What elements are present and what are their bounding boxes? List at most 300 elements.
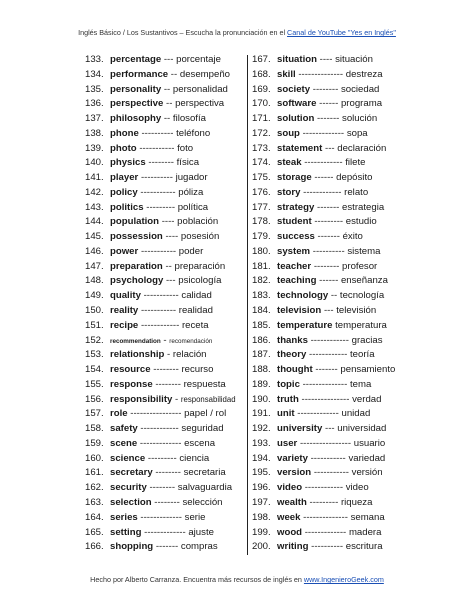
- vocab-row: [85, 68, 245, 83]
- vocab-row: [85, 186, 245, 201]
- vocab-dash: ---------: [146, 201, 176, 213]
- vocab-word: theory: [277, 349, 307, 361]
- vocab-row: [252, 171, 412, 186]
- vocab-number: 144.: [85, 216, 104, 228]
- vocab-row: [252, 496, 412, 511]
- vocab-dash: ---------: [147, 452, 177, 464]
- vocab-dash: --------------: [302, 378, 348, 390]
- vocab-number: 152.: [85, 334, 104, 346]
- vocab-number: 162.: [85, 482, 104, 494]
- vocab-translation: calidad: [181, 290, 212, 302]
- vocab-translation: pensamiento: [340, 364, 396, 376]
- vocab-dash: --: [166, 98, 173, 110]
- vocab-translation: filosofía: [172, 113, 206, 125]
- vocab-dash: ----------------: [299, 437, 352, 449]
- vocab-number: 140.: [85, 157, 104, 169]
- vocab-translation: temperatura: [335, 319, 387, 331]
- page-header: [0, 28, 474, 37]
- vocab-row: [85, 274, 245, 289]
- vocab-number: 172.: [252, 127, 271, 139]
- vocab-row: [85, 422, 245, 437]
- vocab-word: system: [277, 245, 311, 257]
- vocab-row: [252, 215, 412, 230]
- vocab-row: [252, 466, 412, 481]
- vocab-translation: teléfono: [176, 127, 211, 139]
- vocab-translation: video: [345, 482, 369, 494]
- vocab-translation: jugador: [175, 172, 208, 184]
- vocabulary-list: [85, 53, 407, 558]
- vocab-translation: serie: [184, 511, 206, 523]
- vocab-translation: sopa: [346, 127, 368, 139]
- vocab-translation: semana: [350, 511, 385, 523]
- vocab-number: 174.: [252, 157, 271, 169]
- vocab-number: 137.: [85, 113, 104, 125]
- vocab-translation: responsabilidad: [180, 394, 236, 404]
- youtube-channel-link[interactable]: Canal de YouTube "Yes en Inglés": [287, 28, 396, 37]
- vocab-word: photo: [110, 142, 137, 154]
- vocab-word: safety: [110, 423, 138, 435]
- vocab-word: recipe: [110, 319, 139, 331]
- vocab-translation: versión: [351, 467, 383, 479]
- vocab-word: shopping: [110, 541, 154, 553]
- vocab-dash: --------: [153, 364, 179, 376]
- vocab-row: [85, 53, 245, 68]
- vocab-word: role: [110, 408, 128, 420]
- vocab-number: 146.: [85, 245, 104, 257]
- vocab-word: responsibility: [110, 393, 173, 405]
- vocab-word: personality: [110, 83, 162, 95]
- vocab-number: 142.: [85, 186, 104, 198]
- vocab-row: [252, 540, 412, 555]
- left-column: [85, 53, 245, 555]
- vocab-dash: ----: [165, 231, 179, 243]
- vocab-row: [252, 526, 412, 541]
- vocab-row: [85, 83, 245, 98]
- vocab-dash: --------: [155, 467, 181, 479]
- vocab-row: [252, 437, 412, 452]
- vocab-number: 154.: [85, 364, 104, 376]
- vocab-row: [252, 127, 412, 142]
- vocab-dash: ----------: [141, 127, 174, 139]
- vocab-translation: éxito: [342, 231, 363, 243]
- vocab-row: [252, 407, 412, 422]
- vocab-dash: -------------: [144, 526, 186, 538]
- vocab-number: 197.: [252, 496, 271, 508]
- vocab-translation: enseñanza: [340, 275, 388, 287]
- vocab-number: 186.: [252, 334, 271, 346]
- vocab-dash: -------------: [297, 408, 339, 420]
- vocab-row: [252, 334, 412, 349]
- vocab-row: [252, 304, 412, 319]
- vocab-row: [252, 53, 412, 68]
- vocab-translation: secretaria: [183, 467, 226, 479]
- vocab-row: [252, 186, 412, 201]
- vocab-dash: ---------: [314, 216, 344, 228]
- vocab-row: [85, 540, 245, 555]
- vocab-word: wood: [277, 526, 303, 538]
- vocab-row: [85, 393, 245, 408]
- vocab-dash: -------: [155, 541, 179, 553]
- page-footer: [0, 575, 474, 584]
- vocab-translation: usuario: [353, 437, 386, 449]
- vocab-translation: filete: [345, 157, 366, 169]
- vocab-translation: poder: [178, 245, 204, 257]
- vocab-word: temperature: [277, 319, 333, 331]
- vocab-word: science: [110, 452, 146, 464]
- vocab-number: 148.: [85, 275, 104, 287]
- vocab-row: [85, 526, 245, 541]
- vocab-translation: psicología: [178, 275, 222, 287]
- vocab-row: [85, 215, 245, 230]
- vocab-word: player: [110, 172, 139, 184]
- vocab-dash: --------------: [298, 68, 344, 80]
- vocab-dash: --: [330, 290, 338, 302]
- header-text: Inglés Básico / Los Sustantivos – Escucha la pronunciación en el: [78, 28, 288, 37]
- vocab-word: teacher: [277, 260, 312, 272]
- vocab-number: 190.: [252, 393, 271, 405]
- vocab-number: 135.: [85, 83, 104, 95]
- vocab-dash: -: [175, 393, 179, 405]
- vocab-dash: --: [165, 260, 172, 272]
- vocab-row: [85, 466, 245, 481]
- vocab-dash: ---: [163, 54, 174, 65]
- vocab-translation: unidad: [341, 408, 371, 420]
- vocab-translation: verdad: [352, 393, 382, 405]
- website-link[interactable]: www.IngenieroGeek.com: [303, 575, 384, 584]
- vocab-word: teaching: [277, 275, 317, 287]
- vocab-dash: ------: [314, 172, 334, 184]
- vocab-word: secretary: [110, 467, 153, 479]
- vocab-translation: sistema: [347, 245, 381, 257]
- vocab-number: 145.: [85, 231, 104, 243]
- vocab-dash: --------: [148, 157, 174, 169]
- vocab-word: recommendation: [110, 337, 161, 345]
- vocab-row: [85, 363, 245, 378]
- vocab-number: 143.: [85, 201, 104, 213]
- vocab-number: 171.: [252, 113, 271, 125]
- vocab-row: [252, 142, 412, 157]
- vocab-row: [252, 481, 412, 496]
- vocab-word: success: [277, 231, 315, 243]
- vocab-number: 185.: [252, 319, 271, 331]
- vocab-word: quality: [110, 290, 141, 302]
- vocab-word: video: [277, 482, 303, 494]
- vocab-word: response: [110, 378, 153, 390]
- vocab-word: university: [277, 423, 323, 435]
- vocab-translation: relato: [344, 186, 369, 198]
- vocab-word: society: [277, 83, 311, 95]
- vocab-dash: ------------: [309, 349, 348, 361]
- vocab-translation: declaración: [337, 142, 387, 154]
- vocab-dash: -------------: [140, 511, 182, 523]
- vocab-number: 200.: [252, 541, 271, 553]
- vocab-row: [252, 97, 412, 112]
- vocab-word: story: [277, 186, 301, 198]
- vocab-dash: --: [163, 113, 171, 125]
- vocab-word: solution: [277, 113, 315, 125]
- vocab-number: 170.: [252, 98, 271, 110]
- vocab-translation: perspectiva: [175, 98, 225, 110]
- vocab-number: 179.: [252, 231, 271, 243]
- vocab-row: [252, 260, 412, 275]
- vocab-word: soup: [277, 127, 300, 139]
- vocab-translation: póliza: [178, 186, 204, 198]
- vocab-word: software: [277, 98, 317, 110]
- vocab-word: performance: [110, 68, 169, 80]
- vocab-dash: --------: [154, 496, 180, 508]
- vocab-translation: selección: [182, 496, 223, 508]
- vocab-word: preparation: [110, 260, 163, 272]
- vocab-translation: estrategia: [342, 201, 385, 213]
- vocab-word: policy: [110, 186, 138, 198]
- vocab-translation: riqueza: [340, 496, 373, 508]
- vocab-row: [85, 171, 245, 186]
- vocab-translation: respuesta: [183, 378, 226, 390]
- vocab-translation: situación: [335, 54, 373, 65]
- vocab-number: 138.: [85, 127, 104, 139]
- vocab-number: 160.: [85, 452, 104, 464]
- vocab-number: 164.: [85, 511, 104, 523]
- vocab-word: relationship: [110, 349, 165, 361]
- vocab-word: situation: [277, 54, 317, 65]
- vocab-word: percentage: [110, 54, 162, 65]
- vocab-word: series: [110, 511, 138, 523]
- vocab-word: thanks: [277, 334, 308, 346]
- vocab-number: 169.: [252, 83, 271, 95]
- vocab-number: 193.: [252, 437, 271, 449]
- vocab-number: 183.: [252, 290, 271, 302]
- vocab-dash: ------: [319, 275, 339, 287]
- vocab-row: [252, 230, 412, 245]
- vocab-dash: -----------: [313, 467, 349, 479]
- vocab-number: 133.: [85, 54, 104, 65]
- vocab-number: 187.: [252, 349, 271, 361]
- vocab-translation: papel / rol: [184, 408, 227, 420]
- vocab-word: student: [277, 216, 312, 228]
- vocab-number: 147.: [85, 260, 104, 272]
- vocab-number: 149.: [85, 290, 104, 302]
- vocab-word: unit: [277, 408, 295, 420]
- vocab-dash: -----------: [140, 305, 177, 317]
- vocab-word: user: [277, 437, 298, 449]
- vocab-translation: estudio: [345, 216, 377, 228]
- vocab-word: writing: [277, 541, 309, 553]
- vocab-dash: --------: [312, 83, 339, 95]
- vocab-number: 168.: [252, 68, 271, 80]
- vocab-dash: ---: [325, 142, 335, 154]
- vocab-word: television: [277, 305, 322, 317]
- vocab-translation: relación: [172, 349, 207, 361]
- vocab-dash: -------: [317, 201, 340, 213]
- vocab-translation: seguridad: [181, 423, 224, 435]
- vocab-word: steak: [277, 157, 302, 169]
- vocab-row: [252, 83, 412, 98]
- vocab-number: 153.: [85, 349, 104, 361]
- vocab-dash: -----------: [140, 245, 177, 257]
- vocab-translation: depósito: [336, 172, 373, 184]
- vocab-dash: ---: [325, 423, 335, 435]
- vocab-row: [252, 112, 412, 127]
- vocab-dash: ---------------: [301, 393, 350, 405]
- vocab-translation: realidad: [178, 305, 213, 317]
- vocab-dash: -------: [315, 364, 338, 376]
- vocab-row: [252, 68, 412, 83]
- vocab-row: [85, 112, 245, 127]
- vocab-dash: -------: [316, 113, 340, 125]
- vocab-dash: ------------: [304, 157, 343, 169]
- vocab-row: [252, 348, 412, 363]
- vocab-translation: solución: [342, 113, 378, 125]
- vocab-dash: -------------: [304, 526, 347, 538]
- vocab-row: [85, 289, 245, 304]
- vocab-word: week: [277, 511, 301, 523]
- vocab-word: truth: [277, 393, 299, 405]
- vocab-translation: tecnología: [339, 290, 385, 302]
- vocab-translation: preparación: [174, 260, 226, 272]
- vocab-word: perspective: [110, 98, 164, 110]
- vocab-number: 175.: [252, 172, 271, 184]
- vocab-translation: física: [176, 157, 200, 169]
- vocab-dash: -: [163, 334, 167, 346]
- vocab-row: [85, 334, 245, 349]
- vocab-row: [85, 201, 245, 216]
- vocab-translation: receta: [181, 319, 209, 331]
- vocab-translation: variedad: [348, 452, 386, 464]
- vocab-row: [85, 378, 245, 393]
- vocab-number: 151.: [85, 319, 104, 331]
- vocab-translation: compras: [180, 541, 218, 553]
- vocab-word: setting: [110, 526, 142, 538]
- vocab-dash: ------------: [140, 423, 179, 435]
- vocab-word: selection: [110, 496, 152, 508]
- vocab-row: [252, 393, 412, 408]
- vocab-dash: ------------: [310, 334, 349, 346]
- vocab-number: 139.: [85, 142, 104, 154]
- vocab-translation: escena: [184, 437, 216, 449]
- vocab-dash: -----------: [140, 186, 176, 198]
- vocab-dash: --------: [149, 482, 176, 494]
- vocab-dash: -------: [317, 231, 340, 243]
- vocab-translation: recomendación: [169, 337, 213, 345]
- footer-text: Hecho por Alberto Carranza. Encuentra más recursos de inglés en: [90, 575, 304, 584]
- vocab-number: 166.: [85, 541, 104, 553]
- vocab-word: wealth: [277, 496, 307, 508]
- right-column: [252, 53, 412, 555]
- vocab-word: psychology: [110, 275, 164, 287]
- vocab-number: 165.: [85, 526, 104, 538]
- vocab-number: 156.: [85, 393, 104, 405]
- vocab-number: 192.: [252, 423, 271, 435]
- vocab-dash: ----: [161, 216, 175, 228]
- vocab-translation: escritura: [345, 541, 383, 553]
- vocab-translation: destreza: [345, 68, 383, 80]
- vocab-number: 134.: [85, 68, 104, 80]
- vocab-dash: ---: [323, 305, 334, 317]
- vocab-word: physics: [110, 157, 146, 169]
- vocab-translation: personalidad: [172, 83, 228, 95]
- vocab-row: [85, 304, 245, 319]
- vocab-word: reality: [110, 305, 139, 317]
- vocab-row: [85, 437, 245, 452]
- vocab-translation: tema: [350, 378, 372, 390]
- vocab-dash: -----------: [139, 142, 175, 154]
- vocab-row: [85, 348, 245, 363]
- vocab-row: [85, 496, 245, 511]
- vocab-number: 191.: [252, 408, 271, 420]
- vocab-row: [85, 260, 245, 275]
- vocab-word: possession: [110, 231, 163, 243]
- vocab-row: [85, 97, 245, 112]
- vocab-number: 195.: [252, 467, 271, 479]
- vocab-row: [252, 511, 412, 526]
- vocab-number: 159.: [85, 437, 104, 449]
- vocab-dash: --: [163, 83, 171, 95]
- vocab-row: [252, 319, 412, 334]
- vocab-row: [252, 156, 412, 171]
- vocab-translation: profesor: [342, 260, 378, 272]
- vocab-row: [252, 422, 412, 437]
- vocab-dash: -----------: [310, 452, 346, 464]
- vocab-row: [85, 481, 245, 496]
- vocab-number: 178.: [252, 216, 271, 228]
- vocab-number: 173.: [252, 142, 271, 154]
- vocab-translation: gracias: [351, 334, 383, 346]
- vocab-dash: -------------: [139, 437, 182, 449]
- vocab-number: 136.: [85, 98, 104, 110]
- vocab-word: thought: [277, 364, 313, 376]
- vocab-word: variety: [277, 452, 308, 464]
- vocab-dash: ------------: [303, 186, 342, 198]
- vocab-row: [252, 363, 412, 378]
- vocab-translation: posesión: [180, 231, 220, 243]
- vocab-dash: -------------: [302, 127, 345, 139]
- vocab-translation: porcentaje: [176, 54, 221, 65]
- vocab-dash: --------: [313, 260, 340, 272]
- vocab-number: 199.: [252, 526, 271, 538]
- vocab-word: philosophy: [110, 113, 162, 125]
- vocab-word: version: [277, 467, 312, 479]
- vocab-translation: universidad: [337, 423, 387, 435]
- vocab-row: [85, 245, 245, 260]
- vocab-dash: ---------: [309, 496, 339, 508]
- vocab-dash: ----: [319, 54, 333, 65]
- vocab-translation: recurso: [181, 364, 214, 376]
- vocab-word: storage: [277, 172, 312, 184]
- vocab-number: 158.: [85, 423, 104, 435]
- vocab-dash: ----------: [140, 172, 173, 184]
- vocab-number: 141.: [85, 172, 104, 184]
- vocab-number: 181.: [252, 260, 271, 272]
- vocab-number: 180.: [252, 245, 271, 257]
- vocab-number: 176.: [252, 186, 271, 198]
- vocab-word: resource: [110, 364, 151, 376]
- vocab-dash: ----------: [312, 245, 345, 257]
- vocab-dash: -----------: [143, 290, 179, 302]
- vocab-row: [252, 245, 412, 260]
- vocab-row: [85, 142, 245, 157]
- vocab-translation: sociedad: [340, 83, 380, 95]
- vocab-dash: ----------------: [130, 408, 182, 420]
- vocab-row: [252, 452, 412, 467]
- vocab-row: [85, 230, 245, 245]
- vocab-number: 157.: [85, 408, 104, 420]
- vocab-translation: programa: [340, 98, 383, 110]
- vocab-word: politics: [110, 201, 144, 213]
- vocab-dash: --: [170, 68, 178, 80]
- vocab-word: topic: [277, 378, 300, 390]
- vocab-translation: foto: [177, 142, 194, 154]
- vocab-row: [85, 156, 245, 171]
